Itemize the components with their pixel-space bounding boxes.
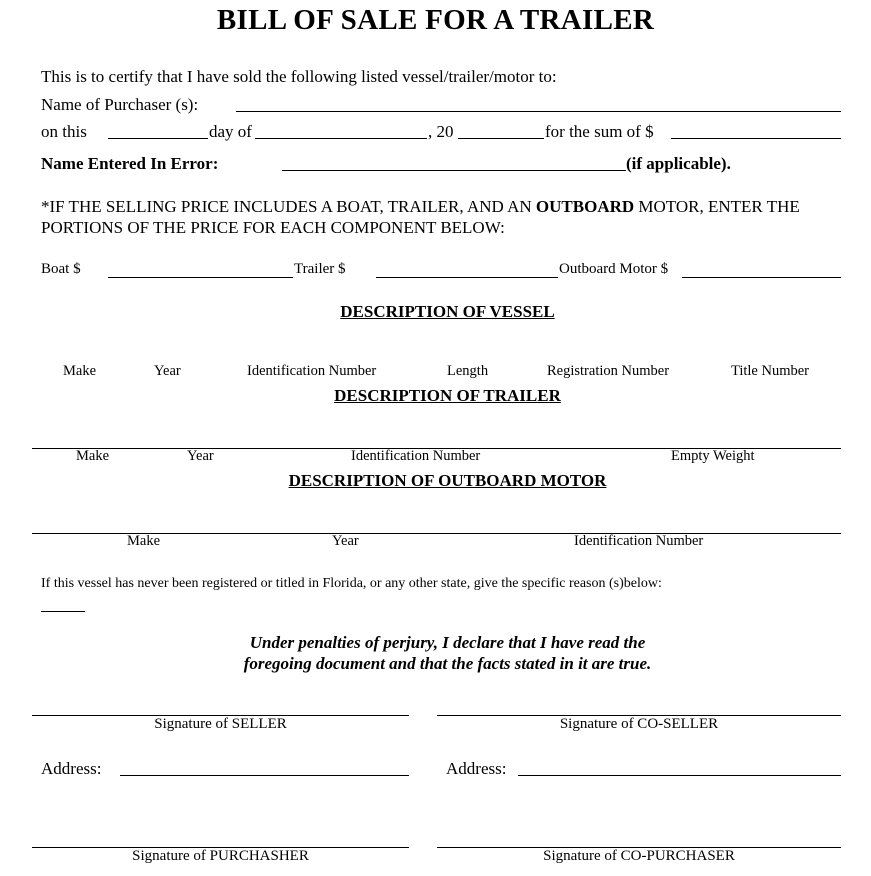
year-field[interactable] [458,138,544,139]
motor-heading: DESCRIPTION OF OUTBOARD MOTOR [288,471,607,490]
if-applicable-label: (if applicable). [626,154,731,173]
trailer-year-label: Year [187,448,214,464]
trailer-weight-label: Empty Weight [671,448,755,464]
trailer-id-label: Identification Number [351,448,481,464]
co-seller-signature-label: Signature of CO-SELLER [559,716,719,732]
trailer-price-label: Trailer $ [294,261,346,277]
co-seller-address-field[interactable] [518,775,841,776]
motor-price-label: Outboard Motor $ [559,261,669,277]
seller-signature-label: Signature of SELLER [154,716,287,732]
intro-text: This is to certify that I have sold the following listed vessel/trailer/motor to: [41,67,557,86]
sum-label: for the sum of $ [545,122,654,141]
sum-field[interactable] [671,138,841,139]
trailer-price-field[interactable] [376,277,558,278]
trailer-make-label: Make [76,448,110,464]
month-field[interactable] [255,138,427,139]
seller-address-label: Address: [41,759,102,778]
error-label: Name Entered In Error: [41,154,219,173]
perjury-statement [0,632,871,674]
vessel-id-label: Identification Number [247,363,377,379]
reason-text: If this vessel has never been registered or titled in Florida, or any other state, give the specific reason (s)below: [41,576,662,591]
purchaser-label: Name of Purchaser (s): [41,95,199,114]
notice-part2: MOTOR, ENTER THE PORTIONS OF THE PRICE FOR EACH COMPONENT BELOW: [41,197,800,237]
boat-price-field[interactable] [108,277,293,278]
vessel-registration-label: Registration Number [547,363,670,379]
seller-address-field[interactable] [120,775,409,776]
notice-part1: *IF THE SELLING PRICE INCLUDES A BOAT, TRAILER, AND AN [41,197,536,216]
motor-year-label: Year [332,533,359,549]
vessel-length-label: Length [447,363,489,379]
vessel-title-label: Title Number [731,363,810,379]
on-this-label: on this [41,122,87,141]
error-name-field[interactable] [282,170,626,171]
motor-id-label: Identification Number [574,533,704,549]
co-purchaser-signature-label: Signature of CO-PURCHASER [543,848,735,864]
perjury-line-1: Under penalties of perjury, I declare that I have read the [249,633,646,652]
vessel-heading: DESCRIPTION OF VESSEL [340,302,555,321]
vessel-make-label: Make [63,363,97,379]
co-seller-address-label: Address: [446,759,507,778]
day-field[interactable] [108,138,208,139]
year-prefix-label: , 20 [428,122,454,141]
day-of-label: day of [209,122,252,141]
notice-outboard: OUTBOARD [535,197,635,216]
boat-price-label: Boat $ [41,261,81,277]
component-price-notice [41,196,861,238]
document-title: BILL OF SALE FOR A TRAILER [216,4,655,36]
purchaser-name-field[interactable] [236,111,841,112]
trailer-heading: DESCRIPTION OF TRAILER [334,386,561,405]
perjury-line-2: foregoing document and that the facts stated in it are true. [243,654,652,673]
motor-price-field[interactable] [682,277,841,278]
motor-make-label: Make [127,533,161,549]
vessel-year-label: Year [154,363,181,379]
reason-field[interactable] [41,611,85,612]
purchaser-signature-label: Signature of PURCHASHER [132,848,309,864]
